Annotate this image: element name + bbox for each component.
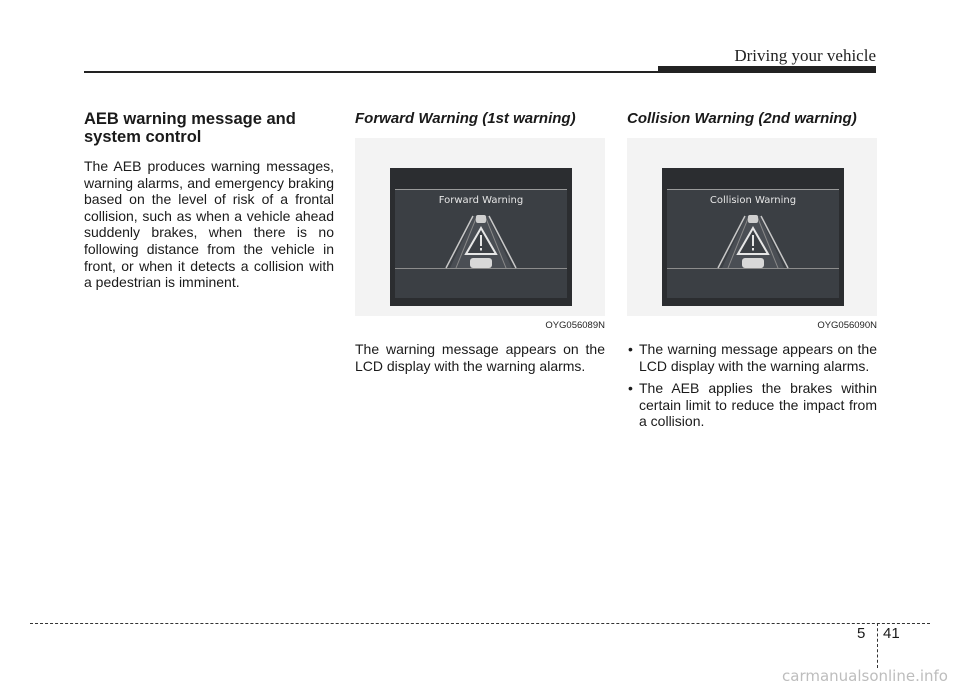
chapter-number: 5 [857,625,866,642]
header-rule [84,71,659,73]
collision-warning-bullets [627,341,877,430]
figure-caption: OYG056089N [545,320,605,331]
column-forward-warning [355,110,605,374]
watermark: carmanualsonline.info [782,667,948,685]
forward-warning-figure [355,138,605,316]
collision-warning-figure [627,138,877,316]
intro-paragraph: The AEB produces warning messages, warning alarms, and emergency braking based on the level of risk of a frontal collision, such as when a vehicle ahead suddenly brakes, when there is no following distance from the vehicle in front, or when it detects a collision with a pedestrian is imminent. [84,158,334,291]
list-item: • The AEB applies the brakes within certain limit to reduce the impact from a collision. [627,380,877,430]
collision-warning-icon [390,168,572,306]
cluster-lcd-display [390,168,572,306]
collision-warning-heading: Collision Warning (2nd warning) [627,110,857,127]
collision-warning-icon [662,168,844,306]
column-collision-warning [627,110,877,436]
footer-rule [30,623,930,624]
forward-warning-heading: Forward Warning (1st warning) [355,110,576,127]
list-item: • The warning message appears on the LCD display with the warning alarms. [627,341,877,374]
figure-caption: OYG056090N [817,320,877,331]
section-heading: AEB warning message and system control [84,110,296,146]
column-aeb-intro [84,110,334,291]
running-header: Driving your vehicle [734,46,876,65]
forward-warning-paragraph: The warning message appears on the LCD display with the warning alarms. [355,341,605,374]
page-number-divider [877,623,878,668]
lcd-warning-title: Forward Warning [438,195,524,206]
header-rule-accent [658,66,876,73]
page-number: 41 [883,625,900,642]
cluster-lcd-display [662,168,844,306]
lcd-warning-title: Collision Warning [709,195,797,206]
